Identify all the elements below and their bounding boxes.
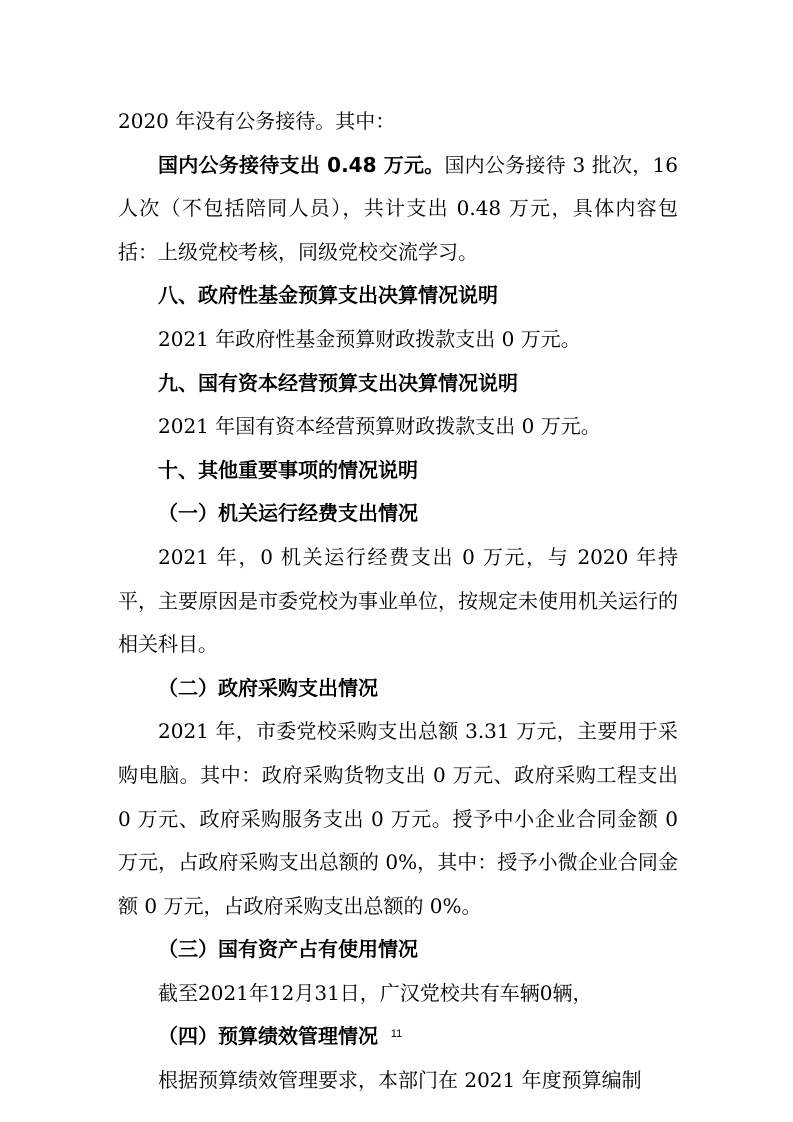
subheading-state-assets: （三）国有资产占有使用情况	[158, 937, 418, 962]
subheading-performance: （四）预算绩效管理情况	[158, 1024, 378, 1049]
paragraph-performance: 根据预算绩效管理要求，本部门在 2021 年度预算编制	[158, 1068, 642, 1093]
paragraph-government-fund: 2021 年政府性基金预算财政拨款支出 0 万元。	[158, 326, 581, 351]
heading-section-10: 十、其他重要事项的情况说明	[158, 457, 418, 482]
page-number: 11	[390, 1028, 403, 1040]
heading-section-8: 八、政府性基金预算支出决算情况说明	[158, 283, 498, 308]
paragraph-state-assets: 截至2021年12月31日，广汉党校共有车辆0辆，	[158, 980, 593, 1005]
paragraph-procurement: 2021 年，市委党校采购支出总额 3.31 万元，主要用于采购电脑。其中：政府采购货物支出 0 万元、政府采购工程支出 0 万元、政府采购服务支出 0 万元。授予中小企业合同金额 0 万元，占政府采购支出总额的 0%，其中：授予小微企业合同金额 0 万元，占政府采购支出总额的 0%。	[118, 719, 678, 918]
subheading-operating-costs: （一）机关运行经费支出情况	[158, 501, 418, 526]
paragraph-operating-costs: 2021 年，0 机关运行经费支出 0 万元，与 2020 年持平，主要原因是市委党校为事业单位，按规定未使用机关运行的相关科目。	[118, 544, 678, 657]
subheading-procurement: （二）政府采购支出情况	[158, 675, 378, 700]
paragraph-domestic-reception	[118, 144, 678, 275]
document-body	[118, 100, 678, 1103]
domestic-reception-detail: 国内公务接待 3 批次，16 人次（不包括陪同人员），共计支出 0.48 万元，具体内容包括：上级党校考核，同级党校交流学习。	[118, 152, 678, 264]
domestic-reception-highlight: 国内公务接待支出 0.48 万元。	[158, 152, 445, 177]
paragraph-state-capital: 2021 年国有资本经营预算财政拨款支出 0 万元。	[158, 414, 601, 439]
paragraph-reception-summary: 2020 年没有公务接待。其中：	[118, 109, 396, 133]
heading-section-9: 九、国有资本经营预算支出决算情况说明	[158, 370, 518, 395]
